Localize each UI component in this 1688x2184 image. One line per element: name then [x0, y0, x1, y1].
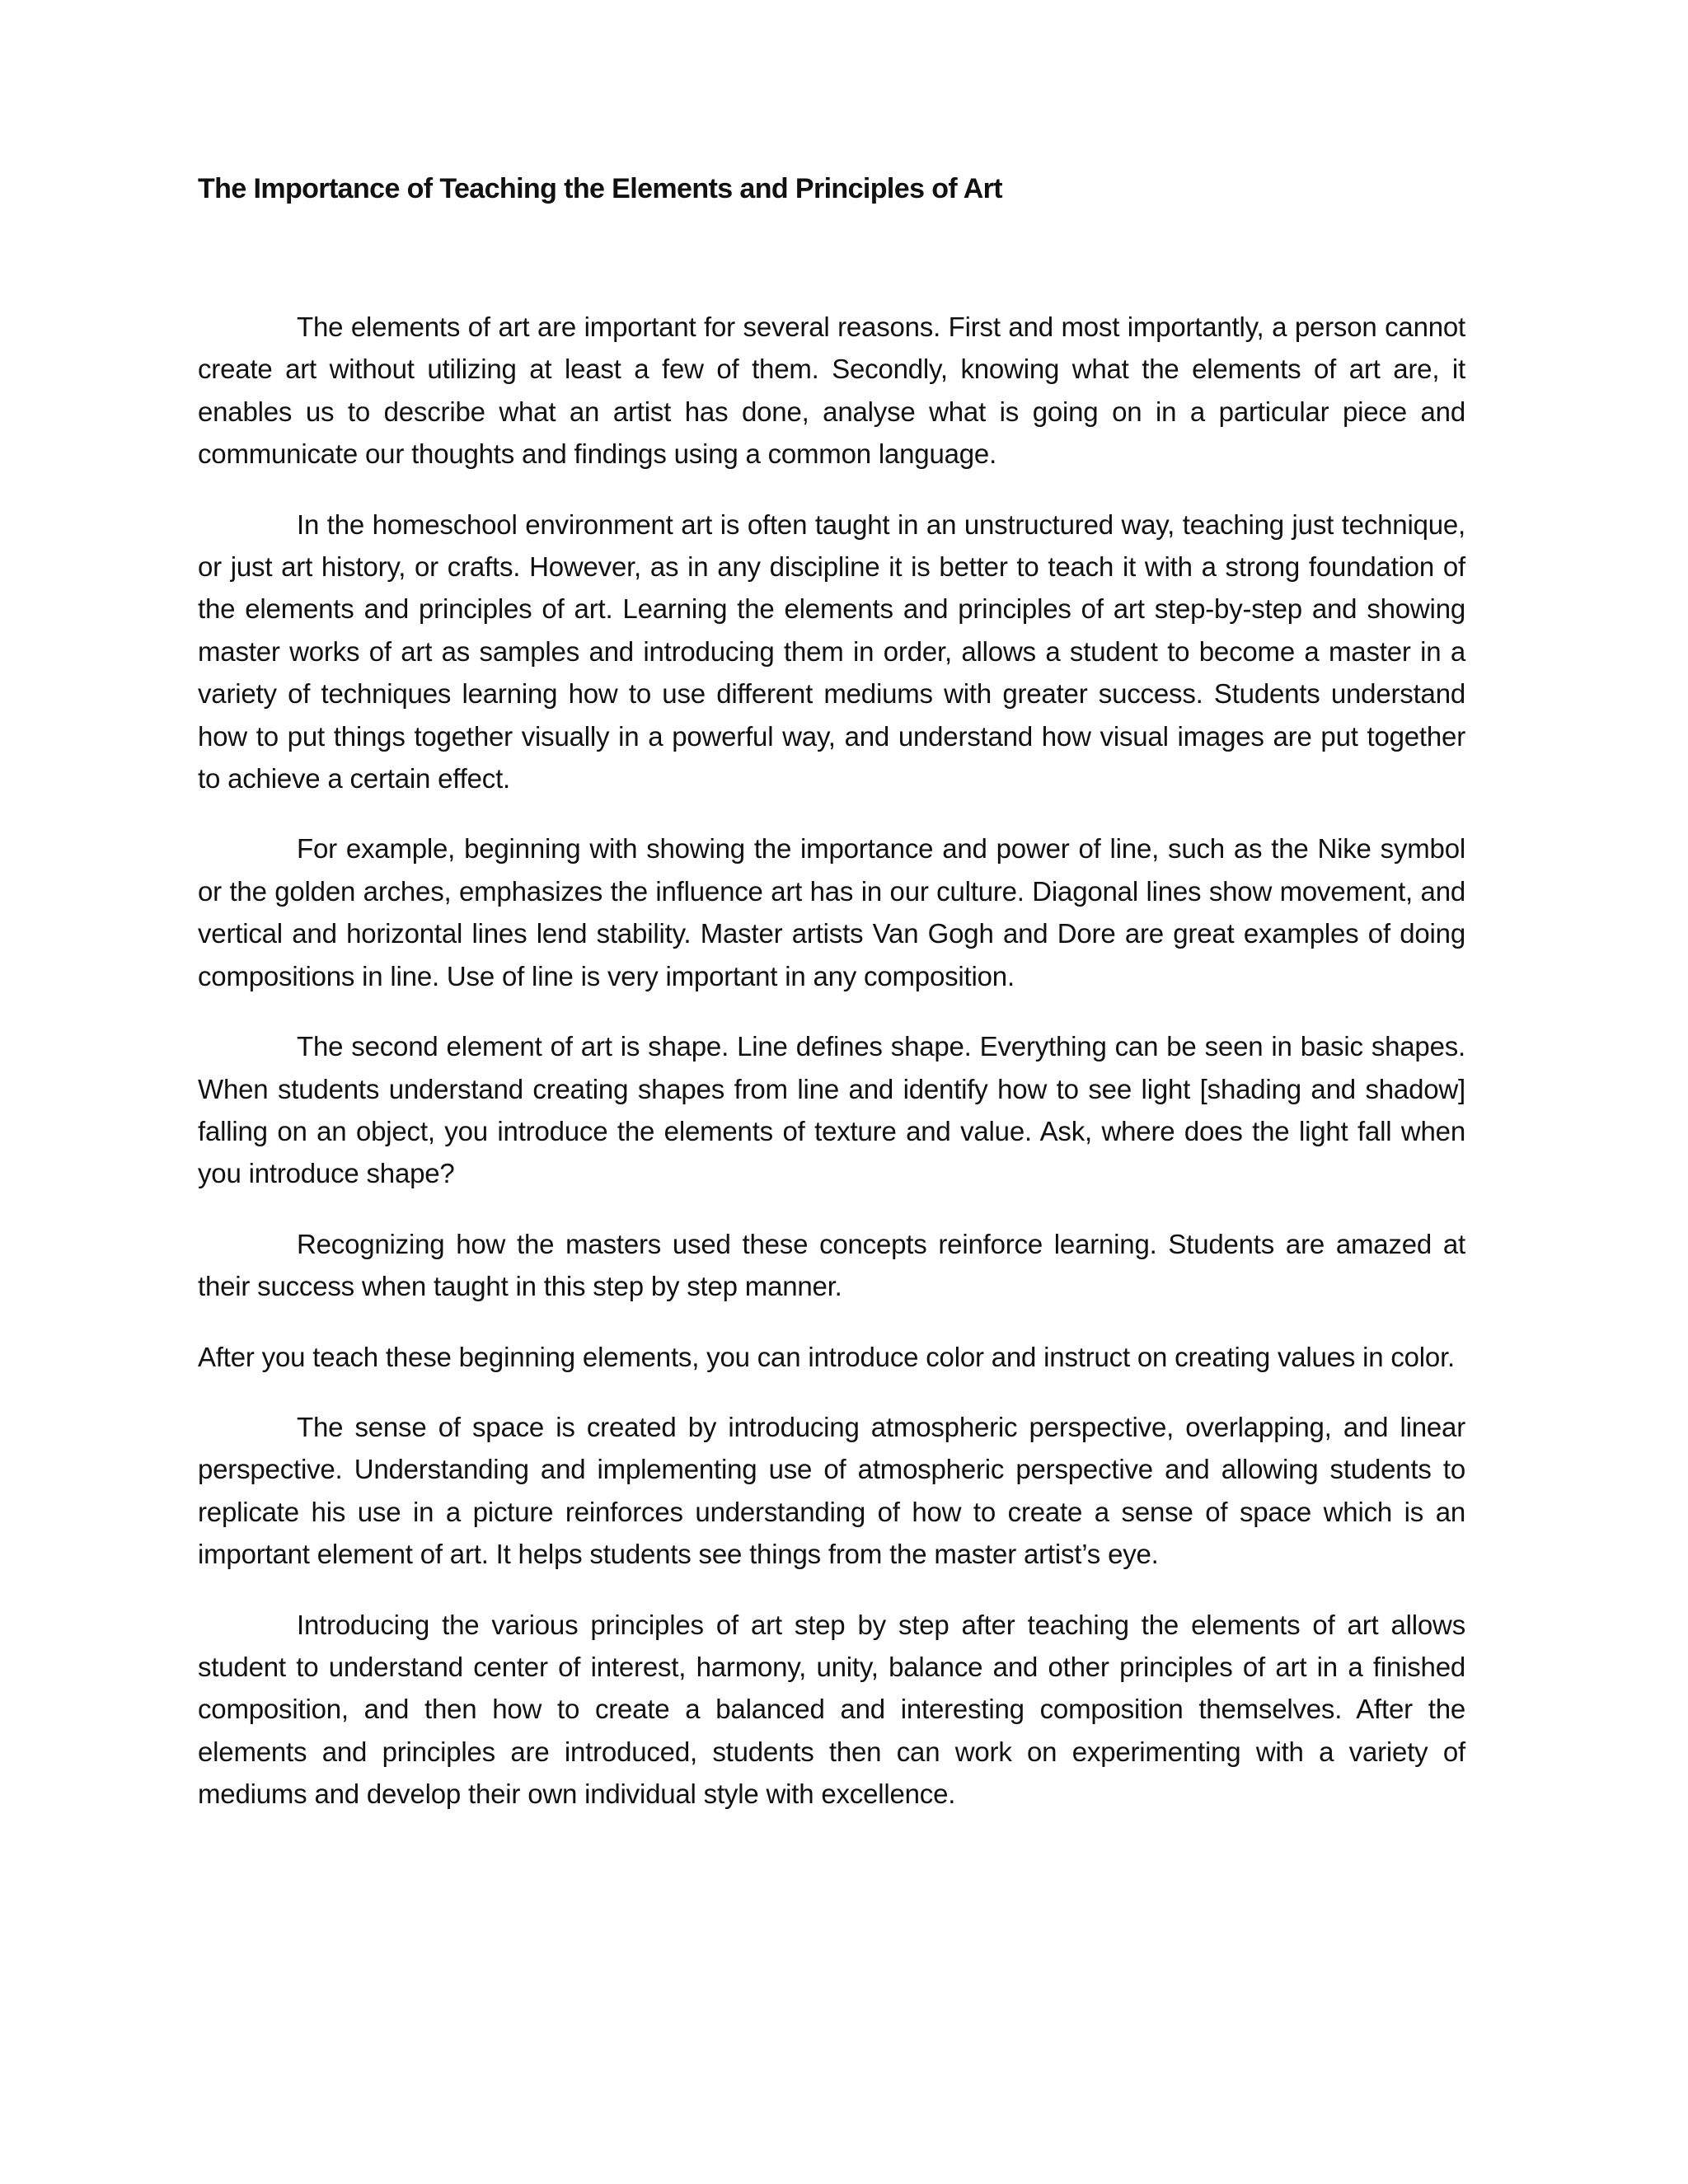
paragraph-sense-of-space: The sense of space is created by introducing atmospheric perspective, overlapping, and linear perspective. Understanding and implementing use of atmospheric perspective and allowing students to replicate his use in a picture reinforces understanding of how to create a sense of space which is an important element of art. It helps students see things from the master artist’s eye.: [198, 1411, 1465, 1570]
document-title: The Importance of Teaching the Elements and Principles of Art: [198, 173, 1003, 204]
paragraph-color-values: After you teach these beginning elements, you can introduce color and instruct on creating values in color.: [198, 1341, 1456, 1372]
paragraph-elements-importance: The elements of art are important for several reasons. First and most importantly, a person cannot create art without utilizing at least a few of them. Secondly, knowing what the elements of art are, it enables us to describe what an artist has done, analyse what is going on in a particular piece and communicate our thoughts and findings using a common language.: [198, 312, 1465, 470]
paragraph-shape-element: The second element of art is shape. Line defines shape. Everything can be seen in basic shapes. When students understand creating shapes from line and identify how to see light [shading and shadow] falling on an object, you introduce the elements of texture and value. Ask, where does the light fall when you introduce shape?: [198, 1031, 1465, 1189]
paragraph-homeschool-environment: In the homeschool environment art is often taught in an unstructured way, teaching just technique, or just art history, or crafts. However, as in any discipline it is better to teach it with a strong foundation of the elements and principles of art. Learning the elements and principles of art step-by-step and showing master works of art as samples and introducing them in order, allows a student to become a master in a variety of techniques learning how to use different mediums with greater success. Students understand how to put things together visually in a powerful way, and understand how visual images are put together to achieve a certain effect.: [198, 509, 1465, 794]
paragraph-principles-of-art: Introducing the various principles of art step by step after teaching the elements of art allows student to understand center of interest, harmony, unity, balance and other principles of art in a finished composition, and then how to create a balanced and interesting composition themselves. After the elements and principles are introduced, students then can work on experimenting with a variety of mediums and develop their own individual style with excellence.: [198, 1609, 1465, 1810]
paragraph-masters-concepts: Recognizing how the masters used these concepts reinforce learning. Students are amazed at their success when taught in this step by step manner.: [198, 1228, 1465, 1302]
document-body: [198, 306, 1465, 1844]
paragraph-line-example: For example, beginning with showing the importance and power of line, such as the Nike symbol or the golden arches, emphasizes the influence art has in our culture. Diagonal lines show movement, and vertical and horizontal lines lend stability. Master artists Van Gogh and Dore are great examples of doing compositions in line. Use of line is very important in any composition.: [198, 833, 1465, 991]
